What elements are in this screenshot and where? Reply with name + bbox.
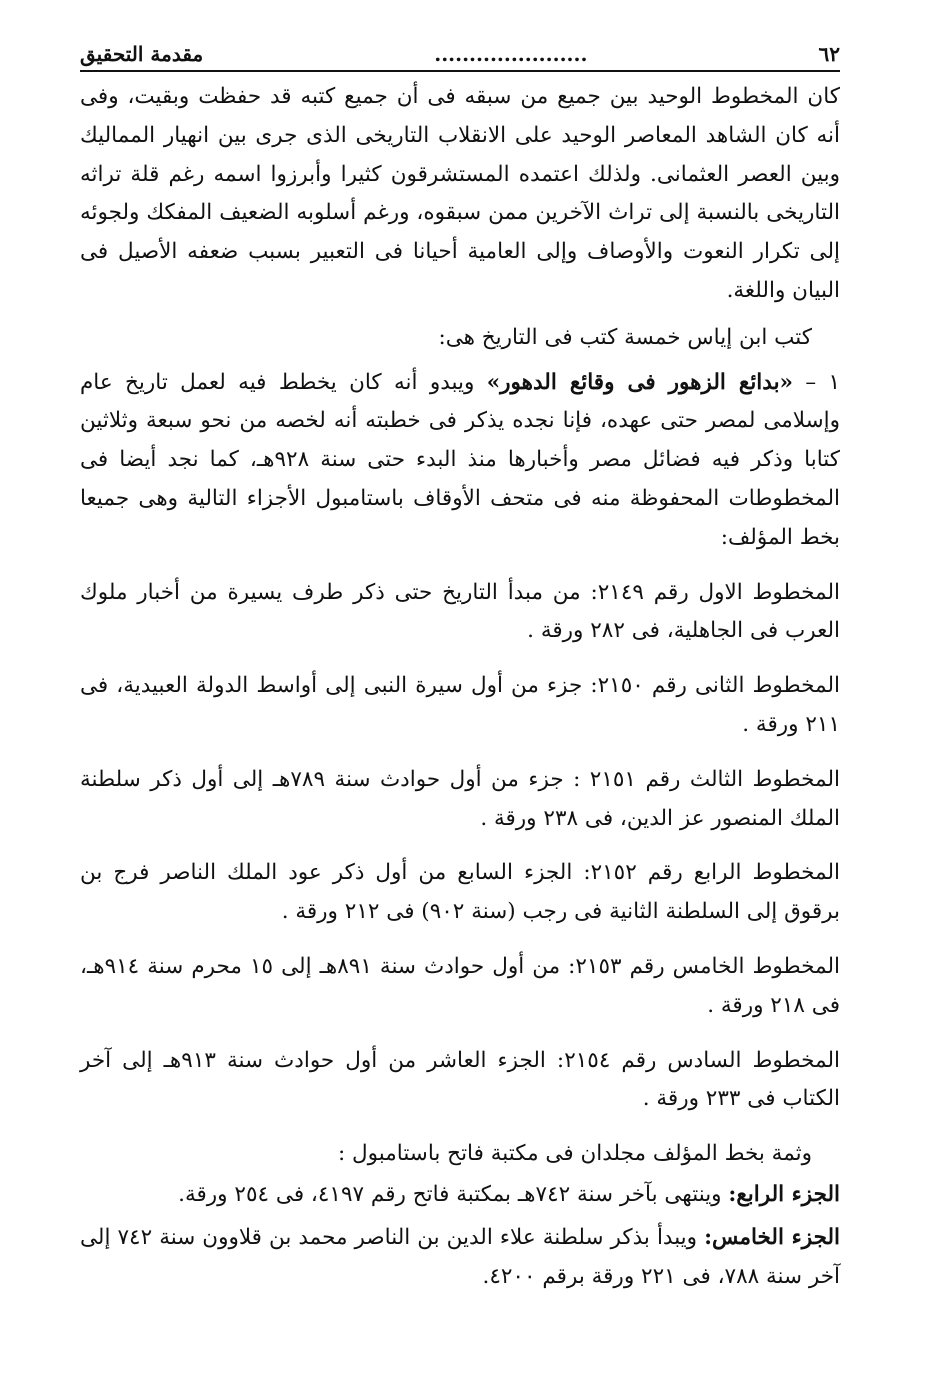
manuscript-6: المخطوط السادس رقم ٢١٥٤: الجزء العاشر من أول حوادث سنة ٩١٣هـ إلى آخر الكتاب فى ٢٣٣ ورقة . xyxy=(80,1047,840,1112)
manuscript-1: المخطوط الاول رقم ٢١٤٩: من مبدأ التاريخ حتى ذكر طرف يسيرة من أخبار ملوك العرب فى الجاهلية، فى ٢٨٢ ورقة . xyxy=(80,579,841,644)
page-number: ٦٢ xyxy=(818,42,840,66)
manuscript-3: المخطوط الثالث رقم ٢١٥١ : جزء من أول حوادث سنة ٧٨٩هـ إلى أول ذكر سلطنة الملك المنصور عز الدين، فى ٢٣٨ ورقة . xyxy=(80,766,841,831)
header-dots: ...................... xyxy=(434,42,588,66)
page-header xyxy=(80,36,840,72)
item-1-paragraph xyxy=(80,364,840,558)
running-title: مقدمة التحقيق xyxy=(80,42,204,66)
volume-5-text: ويبدأ بذكر سلطنة علاء الدين بن الناصر محمد بن قلاوون سنة ٧٤٢ إلى آخر سنة ٧٨٨، فى ٢٢١ ورقة برقم ٤٢٠٠. xyxy=(80,1224,840,1289)
manuscript-5: المخطوط الخامس رقم ٢١٥٣: من أول حوادث سنة ٨٩١هـ إلى ١٥ محرم سنة ٩١٤هـ، فى ٢١٨ ورقة . xyxy=(80,953,840,1018)
books-intro: كتب ابن إياس خمسة كتب فى التاريخ هى: xyxy=(438,324,812,350)
fatih-intro: وثمة بخط المؤلف مجلدان فى مكتبة فاتح باستامبول : xyxy=(337,1141,812,1167)
volume-4-paragraph xyxy=(80,1176,840,1215)
item-1-text: ويبدو أنه كان يخطط فيه لعمل تاريخ عام وإسلامى لمصر حتى عهده، فإنا نجده يذكر فى خطبته أنه لخصه من نحو سبعة وثلاثين كتابا وذكر فيه فضائل مصر وأخبارها منذ البدء حتى سنة ٩٢٨هـ، كما نجد أيضا فى المخطوطات المحفوظة منه فى متحف الأوقاف باستامبول الأجزاء التالية وهى جميعا بخط المؤلف: xyxy=(80,369,840,550)
manuscript-4: المخطوط الرابع رقم ٢١٥٢: الجزء السابع من أول ذكر عود الملك الناصر فرج بن برقوق إلى السلطنة الثانية فى رجب (سنة ٩٠٢) فى ٢١٢ ورقة . xyxy=(80,860,840,925)
item-1-title: «بدائع الزهور فى وقائع الدهور» xyxy=(486,369,793,395)
item-1-number: ١ – xyxy=(793,369,841,395)
volume-4-label: الجزء الرابع: xyxy=(728,1181,840,1207)
volume-5-paragraph xyxy=(80,1219,840,1297)
manuscript-2: المخطوط الثانى رقم ٢١٥٠: جزء من أول سيرة النبى إلى أواسط الدولة العبيدية، فى ٢١١ ورقة . xyxy=(80,673,841,737)
volume-4-text: وينتهى بآخر سنة ٧٤٢هـ بمكتبة فاتح رقم ٤١٩٧، فى ٢٥٤ ورقة. xyxy=(178,1181,729,1207)
volume-5-label: الجزء الخامس: xyxy=(704,1224,840,1250)
intro-paragraph: كان المخطوط الوحيد بين جميع من سبقه فى أن جميع كتبه قد حفظت وبقيت، وفى أنه كان الشاهد المعاصر الوحيد على الانقلاب التاريخى الذى جرى بين انهيار المماليك وبين العصر العثمانى. ولذلك اعتمده المستشرقون كثيرا وأبرزوا اسمه رغم قلة تراثه التاريخى بالنسبة إلى تراث الآخرين ممن سبقوه، ورغم أسلوبه الضعيف المفكك ولجوئه إلى تكرار النعوت والأوصاف وإلى العامية أحيانا فى التعبير بسبب ضعفه الأصيل فى البيان واللغة. xyxy=(80,84,840,303)
